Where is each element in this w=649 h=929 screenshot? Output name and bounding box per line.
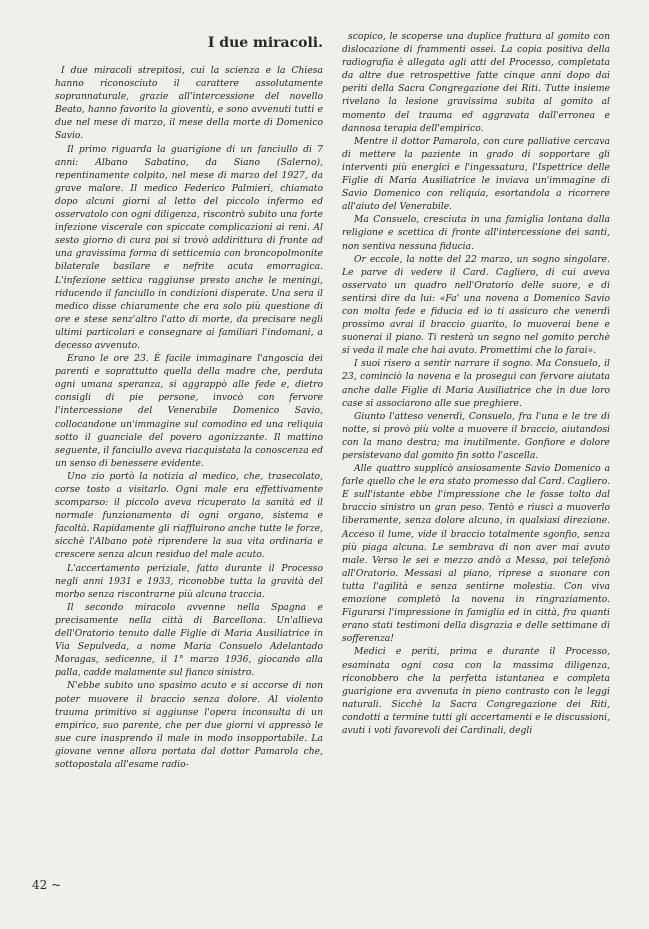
paragraph: Giunto l'atteso venerdì, Consuelo, fra l'una e le tre di notte, si provò più volte a muovere il braccio, aiutandosi con la mano destra; ma inutilmente. Gonfiore e dolore persistevano dal gomito fin sotto l'ascella. [342,410,610,461]
paragraph: Medici e periti, prima e durante il Processo, esaminata ogni cosa con la massima diligenza, riconobbero che la perfetta istantanea e completa guarigione era avvenuta in pieno contrasto con le leggi naturali. Sicchè la Sacra Congregazione dei Riti, condotti a termine tutti gli accertamenti e le discussioni, avuti i voti favorevoli dei Cardinali, degli [342,646,610,736]
paragraph: Il secondo miracolo avvenne nella Spagna e precisamente nella città di Barcellona. Un'allieva dell'Oratorio tenuto dalle Figlie di Maria Ausiliatrice in Via Sepulveda, a nome Maria Consuelo Adelantado Moragas, sedicenne, il 1° marzo 1936, giocando alla palla, cadde malamente sul fianco sinistro. [55,601,323,679]
paragraph: Alle quattro supplicò ansiosamente Savio Domenico a farle quello che le era stato promesso dal Card. Cagliero. E sull'istante ebbe l'impressione che le fosse tolto dal braccio sinistro un gran peso. Tentò e riuscì a muoverlo liberamente, senza dolore alcuno, in qualsiasi direzione. Acceso il lume, vide il braccio totalmente sgonfio, senza più piaga alcuna. Le sembrava di non aver mai avuto male. Verso le sei e mezzo andò a Messa, poi telefonò all'Oratorio. Messasi al piano, riprese a suonare con tutta l'agilità e senza sentirne molestia. Con viva emozione completò la novena in ringraziamento. Figurarsi l'impressione in famiglia ed in città, fra quanti erano stati testimoni della disgrazia e delle settimane di sofferenza! [342,463,610,645]
paragraph: Il primo riguarda la guarigione di un fanciullo di 7 anni: Albano Sabatino, da Siano (Salerno), repentinamente colpito, nel mese di marzo del 1927, da grave malore. Il medico Federico Palmieri, chiamato dopo alcuni giorni al letto del piccolo infermo ed osservatolo con ogni diligenza, riscontrò subito una forte infezione viscerale con spiccate complicazioni ai reni. Al sesto giorno di cura poi si trovò addirittura di fronte ad una gravissima forma di setticemia con broncopolmonite bilaterale basilare e nefrite acuta emorragica. L'infezione settica raggiunse presto anche le meningi, riducendo il fanciullo in condizioni disperate. Una sera il medico disse chiaramente che era solo più questione di ore e stese senz'altro l'atto di morte, da precisare negli ultimi particolari e consegnare ai familiari l'indomani, a decesso avvenuto. [55,143,323,351]
paragraph: Uno zio portò la notizia al medico, che, trasecolato, corse tosto a visitarlo. Ogni male era effettivamente scomparso: il piccolo aveva ricuperato la sanità ed il normale funzionamento di ogni organo, sistema e facoltà. Rapidamente gli riaffluirono anche tutte le forze, sicchè l'Albano potè riprendere la sua vita ordinaria e crescere senza alcun residuo del male acuto. [55,470,323,561]
paragraph: I suoi risero a sentir narrare il sogno. Ma Consuelo, il 23, cominciò la novena e la proseguì con fervore aiutata anche dalle Figlie di Maria Ausiliatrice che in due loro case si associarono alle sue preghiere. [342,358,610,409]
paragraph: L'accertamento periziale, fatto durante il Processo negli anni 1931 e 1933, riconobbe tutta la gravità del morbo senza riscontrarne più alcuna traccia. [55,562,323,600]
paragraph: Mentre il dottor Pamarola, con cure palliative cercava di mettere la paziente in grado di sopportare gli interventi più energici e l'ingessatura, l'Ispettrice delle Figlie di Maria Ausiliatrice le inviava un'immagine di Savio Domenico con reliquia, esortandola a ricorrere all'aiuto del Venerabile. [342,135,610,213]
paragraph: Erano le ore 23. È facile immaginare l'angoscia dei parenti e soprattutto quella della madre che, perduta ogni umana speranza, si aggrappò alle fede e, dietro consigli di pie persone, invocò con fervore l'intercessione del Venerabile Domenico Savio, collocandone un'immagine sul comodino ed una reliquia sotto il guanciale del povero agonizzante. Il mattino seguente, il fanciullo aveva riacquistata la conoscenza ed un senso di benessere evidente. [55,353,323,469]
page-number: 42 ~ [32,878,62,892]
right-column [342,30,610,737]
paragraph: scopico, le scoperse una duplice frattura al gomito con dislocazione di frammenti ossei. La copia positiva della radiografia è allegata agli atti del Processo, completata da altre due retrospettive fatte cinque anni dopo dai periti della Sacra Congregazione dei Riti. Tutte insieme rivelano la lesione gravissima subita al gomito al momento del trauma ed aggravata dall'erronea e dannosa terapia dell'empirico. [342,31,610,134]
paragraph: N'ebbe subito uno spasimo acuto e si accorse di non poter muovere il braccio senza dolore. Al violento trauma primitivo si aggiunse l'opera inconsulta di un empirico, suo parente, che per due giorni vi appressò le sue cure inasprendo il male in modo insopportabile. La giovane venne allora portata dal dottor Pamarola che, sottopostala all'esame radio- [55,680,323,770]
section-title: I due miracoli. [207,35,323,51]
left-column [55,30,323,771]
paragraph: Ma Consuelo, cresciuta in una famiglia lontana dalla religione e scettica di fronte all'intercessione dei santi, non sentiva nessuna fiducia. [342,214,610,252]
paragraph: I due miracoli strepitosi, cui la scienza e la Chiesa hanno riconosciuto il carattere assolutamente soprannaturale, grazie all'intercessione del novello Beato, hanno favorito la gioventù, e sono avvenuti tutti e due nel mese di marzo, il mese della morte di Domenico Savio. [55,65,323,142]
paragraph: Or eccole, la notte del 22 marzo, un sogno singolare. Le parve di vedere il Card. Cagliero, di cui aveva osservato un quadro nell'Oratorio delle suore, e di sentirsi dire da lui: «Fa' una novena a Domenico Savio con molta fede e fiducia ed io ti assicuro che venerdì prossimo avrai il braccio guarito, lo muoverai bene e suonerai il piano. Ti resterà un segno nel gomito perchè si veda il male che hai avuto. Promettimi che lo farai». [342,253,610,357]
